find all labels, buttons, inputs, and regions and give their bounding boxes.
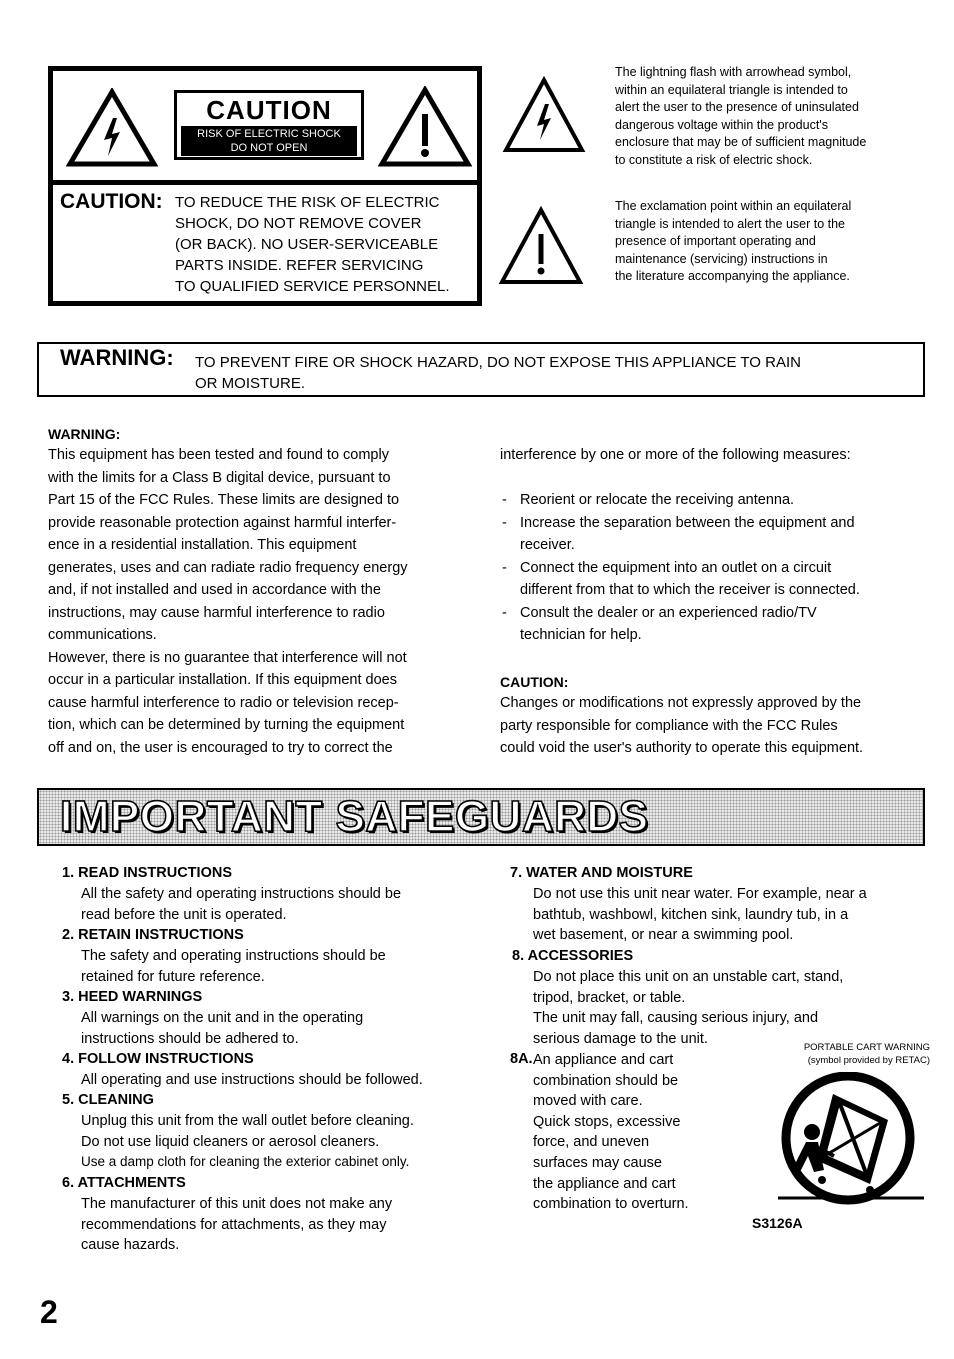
text-line: force, and uneven bbox=[533, 1134, 650, 1151]
caution-label-title: CAUTION bbox=[206, 95, 332, 125]
text-line: However, there is no guarantee that interference will not bbox=[48, 649, 407, 666]
text-line: wet basement, or near a swimming pool. bbox=[533, 927, 794, 944]
safeguard-2-title: 2. RETAIN INSTRUCTIONS bbox=[62, 927, 244, 943]
safeguard-7-text bbox=[533, 884, 867, 946]
fcc-warning-text bbox=[48, 444, 488, 759]
text-line: and, if not installed and used in accordance with the bbox=[48, 582, 381, 598]
text-line: instructions should be adhered to. bbox=[81, 1030, 299, 1047]
warning-line: OR MOISTURE. bbox=[195, 375, 306, 392]
caution-label bbox=[174, 90, 364, 160]
text-line: with the limits for a Class B digital device, pursuant to bbox=[48, 469, 391, 486]
fcc-caution-text bbox=[500, 692, 930, 760]
text-line: recommendations for attachments, as they may bbox=[81, 1216, 387, 1233]
warning-text bbox=[195, 352, 915, 394]
text-line: - Consult the dealer or an experienced radio/TV bbox=[520, 604, 817, 621]
text-line: The safety and operating instructions should be bbox=[81, 948, 386, 964]
portable-cart-warning-icon bbox=[778, 1072, 924, 1210]
text-line: serious damage to the unit. bbox=[533, 1030, 708, 1047]
safeguard-5-text bbox=[81, 1111, 414, 1173]
text-line: the appliance and cart bbox=[533, 1175, 676, 1192]
text-line: Use a damp cloth for cleaning the exterior cabinet only. bbox=[81, 1154, 410, 1170]
safeguard-8-title: 8. ACCESSORIES bbox=[512, 948, 634, 964]
text-line: maintenance (servicing) instructions in bbox=[615, 251, 828, 266]
safeguard-7-title: 7. WATER AND MOISTURE bbox=[510, 865, 693, 881]
cart-symbol-code: S3126A bbox=[752, 1215, 803, 1231]
text-line: This equipment has been tested and found to comply bbox=[48, 447, 389, 463]
safeguard-5-title: 5. CLEANING bbox=[62, 1092, 154, 1108]
text-line: The unit may fall, causing serious injury, and bbox=[533, 1010, 819, 1027]
text-line: Unplug this unit from the wall outlet before cleaning. bbox=[81, 1113, 414, 1129]
list-item bbox=[500, 557, 930, 602]
text-line: Do not place this unit on an unstable cart, stand, bbox=[533, 969, 844, 985]
fcc-caution-heading: CAUTION: bbox=[500, 674, 569, 690]
exclamation-symbol-text bbox=[615, 198, 935, 286]
text-line: retained for future reference. bbox=[81, 968, 265, 985]
text-line: surfaces may cause bbox=[533, 1154, 662, 1171]
text-line: The exclamation point within an equilateral bbox=[615, 199, 852, 213]
caution-line: TO QUALIFIED SERVICE PERSONNEL. bbox=[175, 278, 450, 295]
safeguards-title: IMPORTANT SAFEGUARDS bbox=[60, 792, 649, 841]
caution-line: PARTS INSIDE. REFER SERVICING bbox=[175, 257, 424, 274]
text-line: All the safety and operating instructions should be bbox=[81, 886, 402, 902]
safeguard-8-text bbox=[533, 967, 843, 1049]
safeguard-3-title: 3. HEED WARNINGS bbox=[62, 989, 203, 1005]
caution-line: SHOCK, DO NOT REMOVE COVER bbox=[175, 215, 422, 232]
caution-label-line2: DO NOT OPEN bbox=[230, 142, 308, 154]
text-line: party responsible for compliance with the FCC Rules bbox=[500, 717, 838, 734]
text-line: PORTABLE CART WARNING bbox=[803, 1042, 930, 1053]
caution-divider bbox=[48, 180, 482, 185]
text-line: Do not use this unit near water. For example, near a bbox=[533, 886, 867, 902]
page-number: 2 bbox=[40, 1294, 58, 1330]
warning-heading: WARNING: bbox=[60, 345, 174, 370]
text-line: triangle is intended to alert the user to the bbox=[615, 216, 846, 231]
text-line: cause harmful interference to radio or television recep- bbox=[48, 694, 399, 711]
safeguard-4-title: 4. FOLLOW INSTRUCTIONS bbox=[62, 1051, 254, 1067]
text-line: communications. bbox=[48, 627, 157, 643]
safeguard-2-text bbox=[81, 946, 386, 987]
caution-label-line1: RISK OF ELECTRIC SHOCK bbox=[197, 128, 341, 140]
fcc-measures-intro: interference by one or more of the following measures: bbox=[500, 447, 851, 463]
safeguard-1-text bbox=[81, 884, 401, 925]
list-item bbox=[500, 512, 930, 557]
cart-warning-caption bbox=[750, 1041, 930, 1067]
safeguard-6-text bbox=[81, 1194, 392, 1256]
text-line: could void the user's authority to operate this equipment. bbox=[500, 740, 864, 756]
text-line: - Reorient or relocate the receiving antenna. bbox=[520, 492, 795, 508]
text-line: - Increase the separation between the equipment and bbox=[520, 514, 855, 531]
text-line: Quick stops, excessive bbox=[533, 1113, 681, 1130]
text-line: moved with care. bbox=[533, 1093, 643, 1110]
text-line: bathtub, washbowl, kitchen sink, laundry tub, in a bbox=[533, 906, 849, 923]
caution-text bbox=[175, 192, 480, 297]
text-line: All warnings on the unit and in the operating bbox=[81, 1010, 364, 1026]
lightning-warning-icon bbox=[66, 88, 158, 168]
text-line: The lightning flash with arrowhead symbol, bbox=[615, 65, 852, 79]
exclamation-symbol-icon bbox=[498, 206, 584, 286]
caution-heading: CAUTION: bbox=[60, 190, 163, 213]
text-line: occur in a particular installation. If this equipment does bbox=[48, 672, 397, 688]
safeguard-1-title: 1. READ INSTRUCTIONS bbox=[62, 865, 232, 881]
text-line: cause hazards. bbox=[81, 1237, 180, 1254]
fcc-measures-list bbox=[500, 489, 930, 647]
caution-line: TO REDUCE THE RISK OF ELECTRIC bbox=[175, 194, 440, 211]
text-line: read before the unit is operated. bbox=[81, 906, 287, 923]
caution-line: (OR BACK). NO USER-SERVICEABLE bbox=[175, 236, 439, 253]
lightning-symbol-text bbox=[615, 64, 935, 169]
text-line: tripod, bracket, or table. bbox=[533, 989, 686, 1006]
text-line: Changes or modifications not expressly approved by the bbox=[500, 695, 862, 711]
text-line: presence of important operating and bbox=[615, 234, 816, 248]
text-line: (symbol provided by RETAC) bbox=[807, 1055, 930, 1066]
caution-label-subtitle bbox=[181, 126, 357, 156]
text-line: off and on, the user is encouraged to try to correct the bbox=[48, 739, 393, 756]
text-line: instructions, may cause harmful interference to radio bbox=[48, 604, 385, 621]
safeguard-3-text bbox=[81, 1008, 363, 1049]
text-line: alert the user to the presence of uninsulated bbox=[615, 100, 859, 114]
text-line: Part 15 of the FCC Rules. These limits are designed to bbox=[48, 492, 400, 508]
text-line: enclosure that may be of sufficient magnitude bbox=[615, 135, 867, 149]
text-line: the literature accompanying the appliance. bbox=[615, 269, 850, 283]
text-line: combination to overturn. bbox=[533, 1196, 689, 1213]
text-line: to constitute a risk of electric shock. bbox=[615, 152, 813, 167]
text-line: Do not use liquid cleaners or aerosol cleaners. bbox=[81, 1133, 380, 1150]
text-line: The manufacturer of this unit does not make any bbox=[81, 1196, 393, 1212]
lightning-symbol-icon bbox=[502, 76, 586, 154]
safeguard-8a-text bbox=[533, 1050, 689, 1215]
text-line: - Connect the equipment into an outlet on a circuit bbox=[520, 559, 832, 576]
text-line: ence in a residential installation. This equipment bbox=[48, 537, 357, 553]
safeguard-6-title: 6. ATTACHMENTS bbox=[62, 1175, 186, 1191]
list-item bbox=[500, 602, 930, 647]
text-line: receiver. bbox=[520, 537, 575, 553]
warning-line: TO PREVENT FIRE OR SHOCK HAZARD, DO NOT EXPOSE THIS APPLIANCE TO RAIN bbox=[195, 354, 801, 371]
text-line: generates, uses and can radiate radio frequency energy bbox=[48, 559, 408, 576]
list-item bbox=[500, 489, 930, 512]
safeguard-8a-label: 8A. bbox=[510, 1051, 533, 1067]
text-line: combination should be bbox=[533, 1072, 679, 1089]
text-line: dangerous voltage within the product's bbox=[615, 117, 828, 132]
text-line: All operating and use instructions should be followed. bbox=[81, 1072, 423, 1088]
text-line: provide reasonable protection against harmful interfer- bbox=[48, 514, 397, 531]
exclamation-warning-icon bbox=[378, 86, 472, 168]
text-line: tion, which can be determined by turning the equipment bbox=[48, 717, 405, 733]
fcc-warning-heading: WARNING: bbox=[48, 426, 121, 442]
text-line: technician for help. bbox=[520, 627, 642, 643]
text-line: An appliance and cart bbox=[533, 1052, 674, 1068]
safeguard-4-text bbox=[81, 1070, 423, 1091]
text-line: within an equilateral triangle is intended to bbox=[615, 82, 848, 97]
text-line: different from that to which the receiver is connected. bbox=[520, 582, 860, 598]
